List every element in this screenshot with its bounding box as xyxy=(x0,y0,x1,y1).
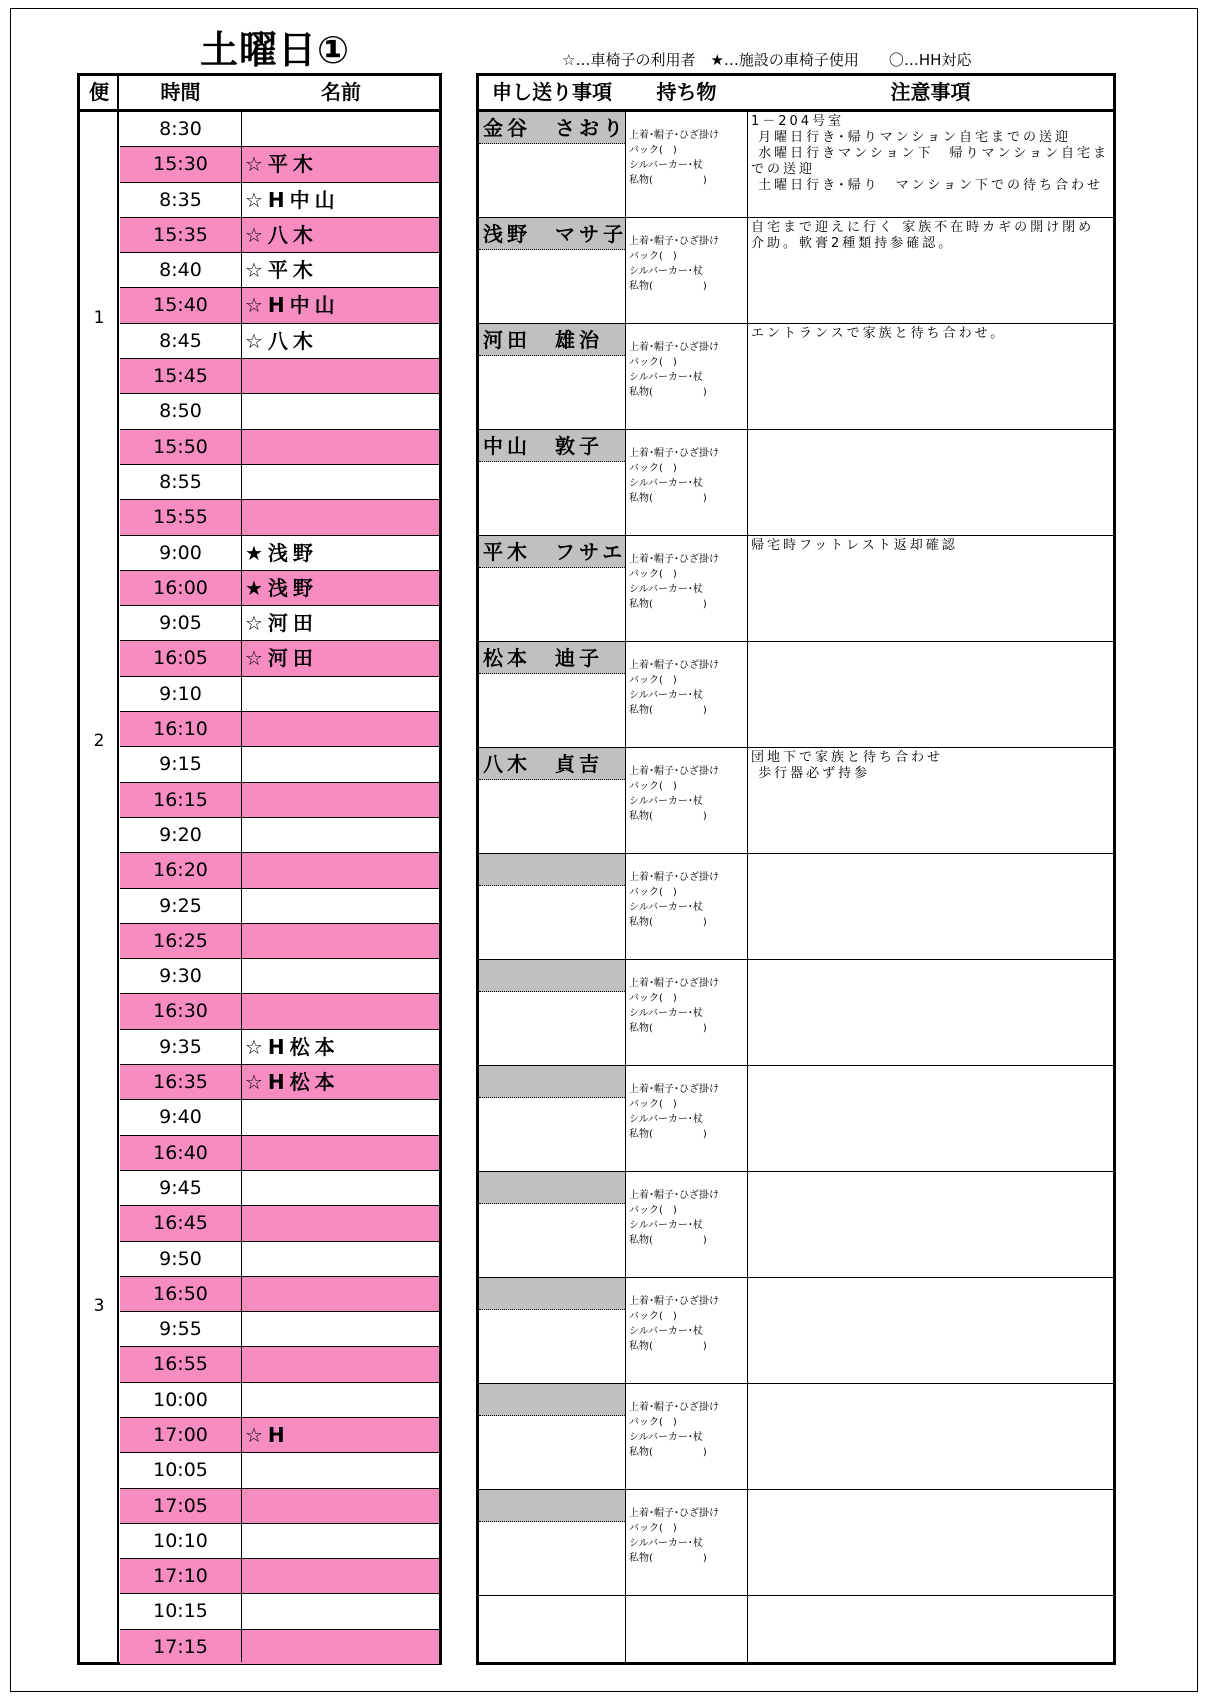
time-cell: 9:00 xyxy=(159,541,202,564)
notes-row xyxy=(479,430,1113,536)
notes-row xyxy=(479,854,1113,960)
time-cell: 9:25 xyxy=(159,894,202,917)
belonging-item: 私物( ) xyxy=(629,917,707,928)
table-row xyxy=(120,1030,439,1065)
table-row xyxy=(120,147,439,182)
name-cell: ☆H中山 xyxy=(245,187,340,212)
belonging-item: シルバーカー･杖 xyxy=(629,1538,703,1549)
notes-row xyxy=(479,642,1113,748)
time-cell: 8:45 xyxy=(159,329,202,352)
time-cell: 16:25 xyxy=(153,929,208,952)
name-cell: ☆H松本 xyxy=(245,1070,340,1095)
belonging-item: 上着･帽子･ひざ掛け xyxy=(629,448,719,459)
notes-row xyxy=(479,960,1113,1066)
table-row xyxy=(120,606,439,641)
client-name xyxy=(479,1066,625,1098)
belonging-item: バック( ) xyxy=(629,1417,677,1428)
time-cell: 8:55 xyxy=(159,470,202,493)
belonging-item: バック( ) xyxy=(629,145,677,156)
table-row xyxy=(120,288,439,323)
belonging-item: バック( ) xyxy=(629,251,677,262)
belonging-item: 上着･帽子･ひざ掛け xyxy=(629,978,719,989)
client-name xyxy=(479,1384,625,1416)
table-row xyxy=(120,112,439,147)
name-cell: ☆河田 xyxy=(245,646,318,671)
name-cell: ☆H中山 xyxy=(245,293,340,318)
name-cell: ☆平木 xyxy=(245,258,318,283)
table-row xyxy=(120,253,439,288)
belonging-item: バック( ) xyxy=(629,675,677,686)
belonging-item: 上着･帽子･ひざ掛け xyxy=(629,1190,719,1201)
table-row xyxy=(120,1206,439,1241)
name-cell: ☆H松本 xyxy=(245,1034,340,1059)
belonging-item: バック( ) xyxy=(629,569,677,580)
time-cell: 16:00 xyxy=(153,576,208,599)
legend: ☆…車椅子の利用者 ★…施設の車椅子使用 〇…HH対応 xyxy=(562,51,972,69)
belonging-item: バック( ) xyxy=(629,1099,677,1110)
group-label: 2 xyxy=(93,731,105,751)
time-cell: 9:55 xyxy=(159,1318,202,1341)
column-divider xyxy=(241,112,242,1662)
time-cell: 15:40 xyxy=(153,294,208,317)
belonging-item: バック( ) xyxy=(629,781,677,792)
table-row xyxy=(120,1347,439,1382)
name-cell: ★浅野 xyxy=(245,540,318,565)
table-row xyxy=(120,712,439,747)
table-row xyxy=(120,465,439,500)
time-cell: 9:45 xyxy=(159,1176,202,1199)
table-row xyxy=(120,430,439,465)
table-row xyxy=(120,747,439,782)
time-cell: 15:55 xyxy=(153,506,208,529)
table-row xyxy=(120,218,439,253)
belonging-item: 私物( ) xyxy=(629,387,707,398)
time-cell: 9:15 xyxy=(159,753,202,776)
belongings-list xyxy=(629,340,719,400)
group-label: 1 xyxy=(93,308,105,328)
client-name: 八木 貞吉 xyxy=(479,748,625,780)
belonging-item: 上着･帽子･ひざ掛け xyxy=(629,236,719,247)
table-row xyxy=(120,889,439,924)
belonging-item: バック( ) xyxy=(629,1205,677,1216)
table-row xyxy=(120,1524,439,1559)
time-cell: 15:50 xyxy=(153,435,208,458)
notes-table xyxy=(476,73,1116,1665)
note-text: 1－204号室 月曜日行き･帰りマンション自宅までの送迎 水曜日行きマンション下 帰りマンション自宅までの送迎 土曜日行き･帰り マンション下での待ち合わせ xyxy=(751,114,1109,193)
note-text: 自宅まで迎えに行く 家族不在時カギの開け閉め介助。軟膏2種類持参確認。 xyxy=(751,220,1095,251)
belonging-item: 上着･帽子･ひざ掛け xyxy=(629,342,719,353)
belonging-item: シルバーカー･杖 xyxy=(629,584,703,595)
belonging-item: バック( ) xyxy=(629,993,677,1004)
belongings-list xyxy=(629,1400,719,1460)
belongings-list xyxy=(629,234,719,294)
notes-row xyxy=(479,748,1113,854)
client-name: 浅野 マサ子 xyxy=(479,218,625,250)
table-row xyxy=(120,1100,439,1135)
time-cell: 10:00 xyxy=(153,1388,208,1411)
belonging-item: 私物( ) xyxy=(629,1447,707,1458)
notes-row xyxy=(479,112,1113,218)
table-row xyxy=(120,1136,439,1171)
name-cell: ★浅野 xyxy=(245,575,318,600)
belonging-item: 私物( ) xyxy=(629,1235,707,1246)
time-cell: 17:10 xyxy=(153,1565,208,1588)
belonging-item: 上着･帽子･ひざ掛け xyxy=(629,872,719,883)
table-row xyxy=(120,1418,439,1453)
belonging-item: シルバーカー･杖 xyxy=(629,1220,703,1231)
belonging-item: 上着･帽子･ひざ掛け xyxy=(629,660,719,671)
client-name: 金谷 さおり xyxy=(479,112,625,144)
belongings-list xyxy=(629,1082,719,1142)
page-title: 土曜日① xyxy=(200,28,351,72)
time-cell: 16:55 xyxy=(153,1353,208,1376)
belongings-list xyxy=(629,128,719,188)
notes-row xyxy=(479,1490,1113,1596)
belonging-item: 上着･帽子･ひざ掛け xyxy=(629,1508,719,1519)
table-row xyxy=(120,924,439,959)
belonging-item: 上着･帽子･ひざ掛け xyxy=(629,130,719,141)
time-cell: 9:20 xyxy=(159,823,202,846)
belonging-item: バック( ) xyxy=(629,1311,677,1322)
table-row xyxy=(120,1171,439,1206)
time-cell: 16:40 xyxy=(153,1141,208,1164)
belongings-list xyxy=(629,1506,719,1566)
time-cell: 9:05 xyxy=(159,612,202,635)
note-text: エントランスで家族と待ち合わせ。 xyxy=(751,326,1007,341)
notes-row xyxy=(479,536,1113,642)
table-row xyxy=(120,994,439,1029)
name-cell: ☆八木 xyxy=(245,222,318,247)
note-text: 団地下で家族と待ち合わせ 歩行器必ず持参 xyxy=(751,750,944,781)
time-cell: 9:50 xyxy=(159,1247,202,1270)
notes-row xyxy=(479,1066,1113,1172)
table-row xyxy=(120,1277,439,1312)
time-cell: 10:05 xyxy=(153,1459,208,1482)
belonging-item: 私物( ) xyxy=(629,281,707,292)
belonging-item: シルバーカー･杖 xyxy=(629,902,703,913)
name-cell: ☆H xyxy=(245,1422,290,1447)
belonging-item: バック( ) xyxy=(629,357,677,368)
time-cell: 16:10 xyxy=(153,718,208,741)
belonging-item: シルバーカー･杖 xyxy=(629,1326,703,1337)
time-cell: 8:30 xyxy=(159,118,202,140)
table-row xyxy=(120,359,439,394)
belonging-item: シルバーカー･杖 xyxy=(629,1432,703,1443)
table-row xyxy=(120,783,439,818)
table-row xyxy=(120,959,439,994)
belonging-item: シルバーカー･杖 xyxy=(629,478,703,489)
client-name xyxy=(479,960,625,992)
client-name: 松本 迪子 xyxy=(479,642,625,674)
name-cell: ☆平木 xyxy=(245,152,318,177)
time-cell: 16:35 xyxy=(153,1071,208,1094)
belonging-item: バック( ) xyxy=(629,463,677,474)
time-cell: 15:45 xyxy=(153,365,208,388)
notes-row xyxy=(479,218,1113,324)
table-row xyxy=(120,1242,439,1277)
header-time: 時間 xyxy=(160,80,201,104)
time-cell: 17:05 xyxy=(153,1494,208,1517)
time-cell: 16:50 xyxy=(153,1282,208,1305)
group-region xyxy=(80,112,118,113)
belonging-item: シルバーカー･杖 xyxy=(629,266,703,277)
time-cell: 16:45 xyxy=(153,1212,208,1235)
belonging-item: バック( ) xyxy=(629,1523,677,1534)
time-cell: 10:15 xyxy=(153,1600,208,1623)
belonging-item: 私物( ) xyxy=(629,599,707,610)
schedule-rows xyxy=(120,112,439,1665)
table-row xyxy=(120,1489,439,1524)
belonging-item: 私物( ) xyxy=(629,1129,707,1140)
belongings-list xyxy=(629,658,719,718)
belongings-list xyxy=(629,976,719,1036)
schedule-header xyxy=(80,76,439,112)
time-cell: 9:35 xyxy=(159,1035,202,1058)
belonging-item: シルバーカー･杖 xyxy=(629,690,703,701)
belonging-item: 私物( ) xyxy=(629,705,707,716)
belongings-list xyxy=(629,552,719,612)
belonging-item: シルバーカー･杖 xyxy=(629,1114,703,1125)
table-row xyxy=(120,1559,439,1594)
table-row xyxy=(120,1453,439,1488)
client-name: 中山 敦子 xyxy=(479,430,625,462)
table-row xyxy=(120,818,439,853)
table-row xyxy=(120,1312,439,1347)
note-text: 帰宅時フットレスト返却確認 xyxy=(751,538,958,553)
table-row xyxy=(120,500,439,535)
belonging-item: シルバーカー･杖 xyxy=(629,796,703,807)
header-bin: 便 xyxy=(89,80,109,104)
notes-header xyxy=(479,76,1113,112)
client-name xyxy=(479,854,625,886)
client-name xyxy=(479,1490,625,1522)
table-row xyxy=(120,1630,439,1665)
belongings-list xyxy=(629,446,719,506)
time-cell: 9:40 xyxy=(159,1106,202,1129)
header-belongings: 持ち物 xyxy=(656,80,717,104)
time-cell: 8:35 xyxy=(159,188,202,211)
belonging-item: 上着･帽子･ひざ掛け xyxy=(629,1402,719,1413)
belonging-item: シルバーカー･杖 xyxy=(629,160,703,171)
belonging-item: 私物( ) xyxy=(629,1553,707,1564)
belonging-item: 上着･帽子･ひざ掛け xyxy=(629,766,719,777)
client-name: 平木 フサエ xyxy=(479,536,625,568)
table-row xyxy=(120,677,439,712)
time-cell: 16:20 xyxy=(153,859,208,882)
notes-row xyxy=(479,1172,1113,1278)
belonging-item: シルバーカー･杖 xyxy=(629,372,703,383)
time-cell: 16:15 xyxy=(153,788,208,811)
belongings-list xyxy=(629,1188,719,1248)
time-cell: 15:35 xyxy=(153,223,208,246)
belonging-item: 私物( ) xyxy=(629,1341,707,1352)
header-name: 名前 xyxy=(321,80,361,104)
time-cell: 8:50 xyxy=(159,400,202,423)
notes-row xyxy=(479,324,1113,430)
time-cell: 10:10 xyxy=(153,1529,208,1552)
client-name xyxy=(479,1278,625,1310)
belonging-item: 上着･帽子･ひざ掛け xyxy=(629,1296,719,1307)
notes-row xyxy=(479,1384,1113,1490)
table-row xyxy=(120,853,439,888)
time-cell: 17:15 xyxy=(153,1635,208,1658)
belonging-item: 私物( ) xyxy=(629,175,707,186)
time-cell: 16:30 xyxy=(153,1000,208,1023)
client-name xyxy=(479,1172,625,1204)
belonging-item: バック( ) xyxy=(629,887,677,898)
belonging-item: 上着･帽子･ひざ掛け xyxy=(629,554,719,565)
table-row xyxy=(120,1065,439,1100)
table-row xyxy=(120,571,439,606)
table-row xyxy=(120,324,439,359)
table-row xyxy=(120,1383,439,1418)
table-row xyxy=(120,641,439,676)
belonging-item: 上着･帽子･ひざ掛け xyxy=(629,1084,719,1095)
table-row xyxy=(120,183,439,218)
notes-row xyxy=(479,1278,1113,1384)
time-cell: 9:30 xyxy=(159,965,202,988)
header-handover: 申し送り事項 xyxy=(492,80,612,104)
group-label: 3 xyxy=(93,1296,105,1316)
belongings-list xyxy=(629,870,719,930)
belongings-list xyxy=(629,764,719,824)
belongings-list xyxy=(629,1294,719,1354)
belonging-item: 私物( ) xyxy=(629,811,707,822)
time-cell: 17:00 xyxy=(153,1423,208,1446)
table-row xyxy=(120,394,439,429)
time-cell: 16:05 xyxy=(153,647,208,670)
name-cell: ☆河田 xyxy=(245,611,318,636)
time-cell: 9:10 xyxy=(159,682,202,705)
time-cell: 15:30 xyxy=(153,153,208,176)
header-notes: 注意事項 xyxy=(890,80,971,104)
table-row xyxy=(120,1594,439,1629)
client-name: 河田 雄治 xyxy=(479,324,625,356)
time-cell: 8:40 xyxy=(159,259,202,282)
schedule-table xyxy=(77,73,442,1665)
belonging-item: 私物( ) xyxy=(629,1023,707,1034)
name-cell: ☆八木 xyxy=(245,328,318,353)
belonging-item: シルバーカー･杖 xyxy=(629,1008,703,1019)
table-row xyxy=(120,536,439,571)
belonging-item: 私物( ) xyxy=(629,493,707,504)
